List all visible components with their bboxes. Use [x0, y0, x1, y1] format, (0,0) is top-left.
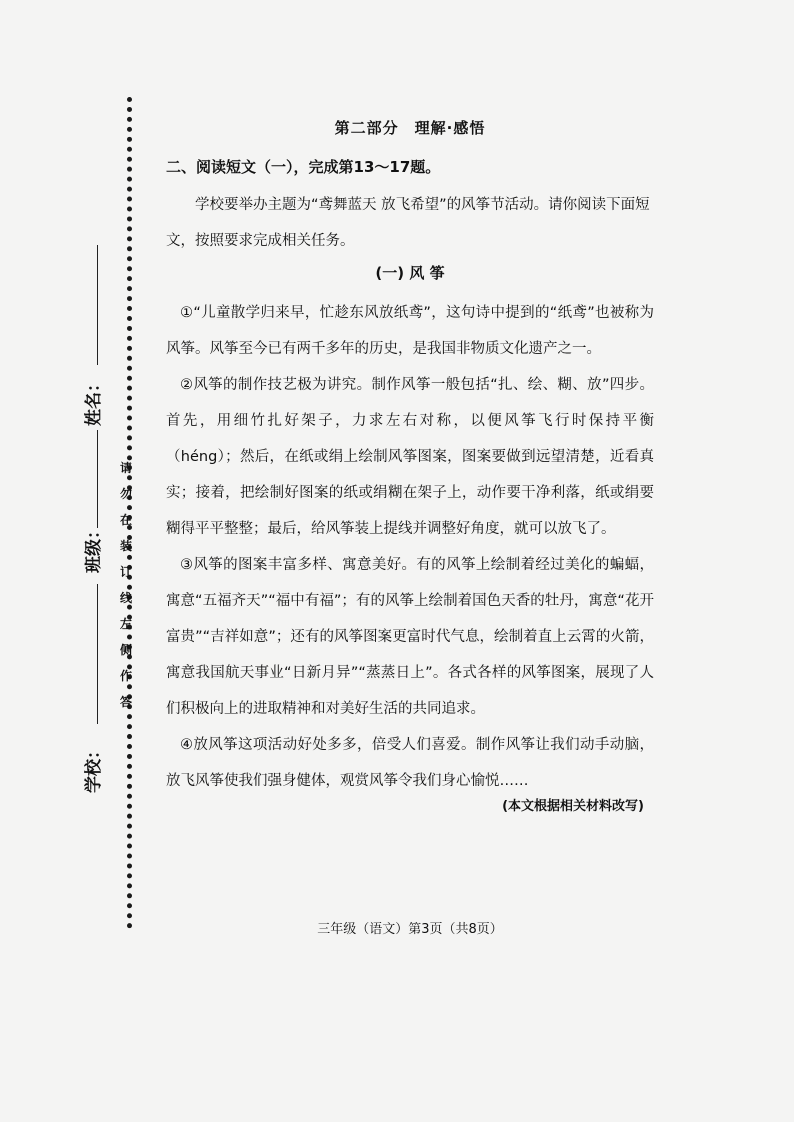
warning-char: 答 — [119, 695, 132, 709]
section-heading: 二、阅读短文（一），完成第13～17题。 — [166, 158, 441, 176]
warning-char: 作 — [119, 669, 132, 683]
paragraph-2: ②风筝的制作技艺极为讲究。制作风筝一般包括“扎、绘、糊、放”四步。首先，用细竹扎好架子，力求左右对称，以便风筝飞行时保持平衡（héng）；然后，在纸或绢上绘制风筝图案，图案要做到远望清楚，近看真实；接着，把绘制好图案的纸或绢糊在架子上，动作要干净利落，纸或绢要糊得平平整整；最后，给风筝装上提线并调整好角度，就可以放飞了。 — [166, 377, 654, 537]
binding-warning — [118, 455, 134, 715]
name-underline — [97, 245, 98, 365]
paragraph-1: ①“儿童散学归来早，忙趁东风放纸鸢”，这句诗中提到的“纸鸢”也被称为风筝。风筝至今已有两千多年的历史，是我国非物质文化遗产之一。 — [166, 305, 654, 357]
warning-char: 侧 — [119, 643, 132, 657]
paragraph-4: ④放风筝这项活动好处多多，倍受人们喜爱。制作风筝让我们动手动脑，放飞风筝使我们强身健体，观赏风筝令我们身心愉悦…… — [166, 737, 654, 789]
school-underline — [97, 584, 98, 724]
warning-char: 在 — [119, 513, 132, 527]
warning-char: 请 — [119, 461, 132, 475]
story-title: (一) 风 筝 — [375, 264, 445, 282]
intro-paragraph: 学校要举办主题为“鸢舞蓝天 放飞希望”的风筝节活动。请你阅读下面短文，按照要求完成相关任务。 — [166, 197, 650, 249]
class-underline — [97, 430, 98, 528]
name-label: 姓名： — [84, 375, 104, 426]
source-note: (本文根据相关材料改写) — [502, 799, 644, 814]
school-label: 学校： — [84, 742, 104, 793]
page-footer: 三年级（语文）第3页（共8页） — [317, 922, 503, 937]
warning-char: 订 — [119, 565, 132, 579]
part-title: 第二部分 理解·感悟 — [334, 119, 486, 137]
warning-char: 装 — [119, 539, 132, 553]
warning-char: 勿 — [119, 487, 132, 501]
class-label: 班级： — [84, 522, 104, 573]
warning-char: 线 — [119, 591, 132, 605]
warning-char: 左 — [119, 617, 132, 631]
paragraph-3: ③风筝的图案丰富多样、寓意美好。有的风筝上绘制着经过美化的蝙蝠，寓意“五福齐天”“福中有福”；有的风筝上绘制着国色天香的牡丹，寓意“花开富贵”“吉祥如意”；还有的风筝图案更富时代气息，绘制着直上云霄的火箭，寓意我国航天事业“日新月异”“蒸蒸日上”。各式各样的风筝图案，展现了人们积极向上的进取精神和对美好生活的共同追求。 — [166, 557, 654, 717]
